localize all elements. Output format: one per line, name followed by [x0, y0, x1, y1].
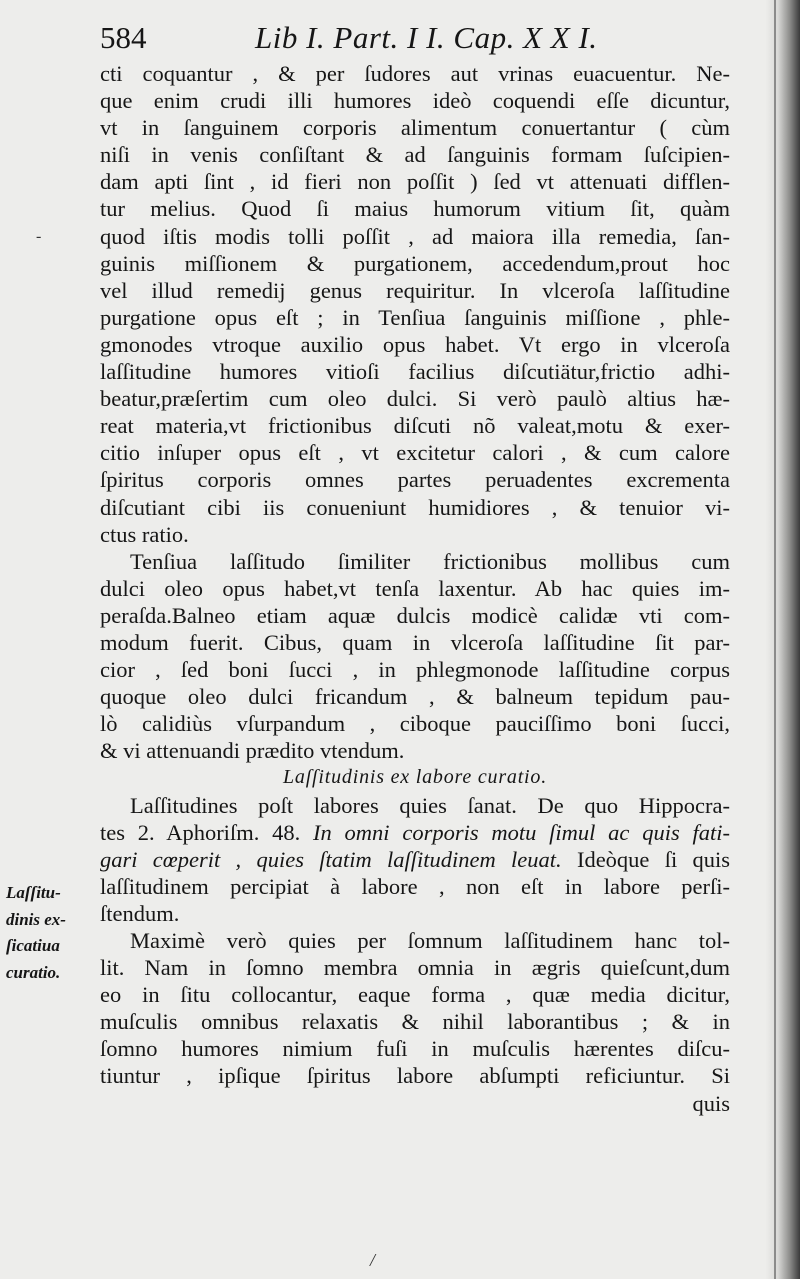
paragraph-start: Laſſitudines poſt labores quies ſanat. De quo Hippocra-: [130, 792, 730, 818]
text-line: ſtendum.: [100, 900, 180, 926]
margin-note-line: Laſſitu-: [6, 883, 61, 902]
text-line: que enim crudi illi humores ideò coquendi eſſe dicuntur,: [100, 88, 730, 114]
paragraph-start: Maximè verò quies per ſomnum laſſitudinem hanc tol-: [130, 928, 730, 953]
ink-mark: -: [36, 228, 42, 245]
running-title: Lib I. Part. I I. Cap. X X I.: [255, 20, 598, 55]
text-line: & vi attenuandi prædito vtendum.: [100, 738, 405, 764]
text-line: ſomno humores nimium fuſi in muſculis hærentes diſcu-: [100, 1036, 730, 1062]
text-line: dulci oleo opus habet,vt tenſa laxentur. Ab hac quies im-: [100, 575, 730, 601]
text-line: tiuntur , ipſique ſpiritus labore abſumpti reficiuntur. Si: [100, 1063, 730, 1089]
text-line: ctus ratio.: [100, 521, 189, 547]
text-line: niſi in venis conſiſtant & ad ſanguinis formam ſuſcipien-: [100, 142, 730, 168]
text-line: lit. Nam in ſomno membra omnia in ægris quieſcunt,dum: [100, 955, 730, 981]
quoted-aphorism: gari cœperit , quies ſtatim laſſitudinem leuat.: [100, 846, 577, 872]
text-line: citio inſuper opus eſt , vt excitetur calori , & cum calore: [100, 440, 730, 466]
text-line: tur melius. Quod ſi maius humorum vitium ſit, quàm: [100, 196, 730, 222]
text-line: cti coquantur , & per ſudores aut vrinas euacuentur. Ne-: [100, 61, 730, 86]
text-line: laſſitudine humores vitioſi facilius diſcutiätur,frictio adhi-: [100, 359, 730, 385]
text-line: quoque oleo dulci fricandum , & balneum tepidum pau-: [100, 684, 730, 710]
text-line: cior , ſed boni ſucci , in phlegmonode laſſitudine corpus: [100, 657, 730, 683]
text-line: modum fuerit. Cibus, quam in vlceroſa laſſitudine ſit par-: [100, 629, 730, 655]
text-span: Ideòque ſi quis: [576, 846, 730, 872]
paragraph-start: Tenſiua laſſitudo ſimiliter frictionibus mollibus cum: [130, 548, 730, 574]
body-text: [100, 60, 730, 1117]
text-line: gmonodes vtroque auxilio opus habet. Vt ergo in vlceroſa: [100, 331, 730, 357]
text-line: reat materia,vt frictionibus diſcuti nõ valeat,motu & exer-: [100, 413, 730, 439]
text-line: vel illud remedij genus requiritur. In vlceroſa laſſitudine: [100, 277, 730, 303]
margin-note: [6, 880, 96, 986]
quoted-aphorism: In omni corporis motu ſimul ac quis fati-: [313, 819, 730, 845]
text-line: diſcutiant cibi iis conueniunt humidiores , & tenuior vi-: [100, 494, 730, 520]
text-line: dam apti ſint , id fieri non poſſit ) ſed vt attenuati difflen-: [100, 169, 730, 195]
ink-mark: /: [370, 1250, 376, 1270]
text-span: tes 2. Aphoriſm. 48.: [100, 819, 314, 845]
text-line: ſpiritus corporis omnes partes peruadentes excrementa: [100, 467, 730, 493]
margin-note-line: dinis ex-: [6, 909, 66, 929]
page-gutter-shadow: [766, 0, 800, 1279]
text-line: guinis miſſionem & purgationem, accedendum,prout hoc: [100, 250, 730, 276]
margin-note-line: curatio.: [6, 962, 61, 982]
page-number: 584: [100, 20, 147, 55]
page-header: [100, 18, 730, 58]
text-line: purgatione opus eſt ; in Tenſiua ſanguinis miſſione , phle-: [100, 304, 730, 330]
text-line: muſculis omnibus relaxatis & nihil laborantibus ; & in: [100, 1009, 730, 1035]
section-heading: Laſſitudinis ex labore curatio.: [282, 766, 548, 789]
margin-note-line: ſicatiua: [6, 936, 60, 955]
catchword: quis: [692, 1090, 730, 1116]
text-line: quod iſtis modis tolli poſſit , ad maiora illa remedia, ſan-: [100, 223, 730, 249]
text-line: peraſda.Balneo etiam aquæ dulcis modicè calidæ vti com-: [100, 602, 730, 628]
page-fold-line: [774, 0, 776, 1279]
text-line: eo in ſitu collocantur, eaque forma , quæ media dicitur,: [100, 982, 730, 1008]
text-line: laſſitudinem percipiat à labore , non eſt in labore perſi-: [100, 873, 730, 899]
text-line: lò calidiùs vſurpandum , ciboque pauciſſimo boni ſucci,: [100, 711, 730, 737]
text-line: [100, 846, 730, 873]
text-line: [100, 819, 730, 846]
text-line: vt in ſanguinem corporis alimentum conuertantur ( cùm: [100, 115, 730, 141]
text-line: beatur,præſertim cum oleo dulci. Si verò paulò altius hæ-: [100, 386, 730, 412]
